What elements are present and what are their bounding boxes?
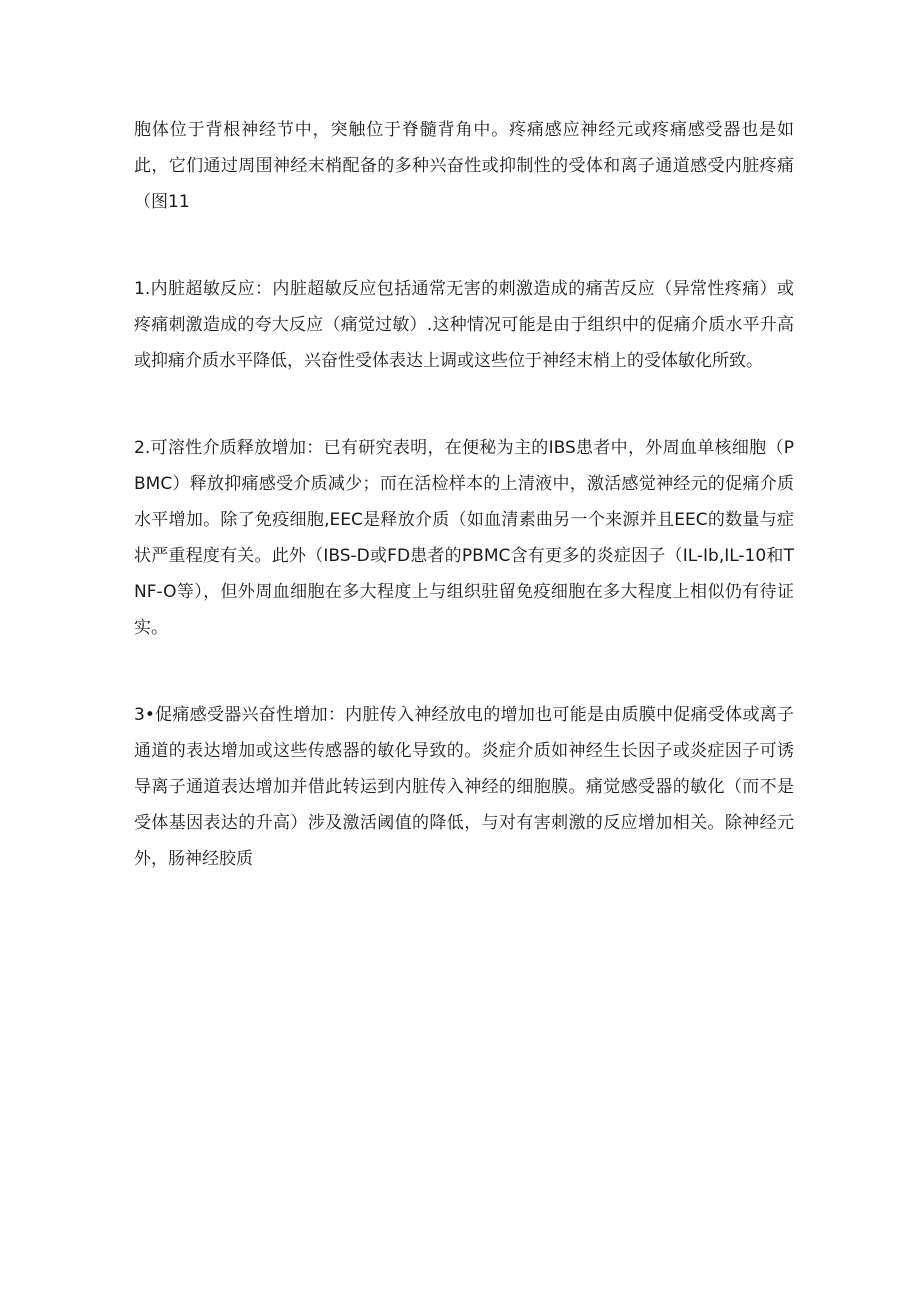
paragraph-soluble-mediators: 2.可溶性介质释放增加：已有研究表明，在便秘为主的IBS患者中，外周血单核细胞（PBMC）释放抑痛感受介质减少；而在活检样本的上清液中，激活感觉神经元的促痛介质水平增加。除了免疫细胞,EEC是释放介质（如血清素曲另一个来源并且EEC的数量与症状严重程度有关。此外（IBS-D或FD患者的PBMC含有更多的炎症因子（IL-Ib,IL-10和TNF-O等），但外周血细胞在多大程度上与组织驻留免疫细胞在多大程度上相似仍有待证实。: [134, 438, 794, 638]
document-body: [134, 112, 794, 877]
paragraph-intro: 胞体位于背根神经节中，突触位于脊髓背角中。疼痛感应神经元或疼痛感受器也是如此，它们通过周围神经末梢配备的多种兴奋性或抑制性的受体和离子通道感受内脏疼痛（图11: [134, 120, 794, 212]
paragraph-nociceptor-excitability: 3•促痛感受器兴奋性增加：内脏传入神经放电的增加也可能是由质膜中促痛受体或离子通道的表达增加或这些传感器的敏化导致的。炎症介质如神经生长因子或炎症因子可诱导离子通道表达增加并借此转运到内脏传入神经的细胞膜。痛觉感受器的敏化（而不是受体基因表达的升高）涉及激活阈值的降低，与对有害刺激的反应增加相关。除神经元外，肠神经胶质: [134, 705, 794, 869]
paragraph-visceral-hypersensitivity: 1.内脏超敏反应：内脏超敏反应包括通常无害的刺激造成的痛苦反应（异常性疼痛）或疼痛刺激造成的夸大反应（痛觉过敏）.这种情况可能是由于组织中的促痛介质水平升高或抑痛介质水平降低，兴奋性受体表达上调或这些位于神经末梢上的受体敏化所致。: [134, 279, 794, 371]
